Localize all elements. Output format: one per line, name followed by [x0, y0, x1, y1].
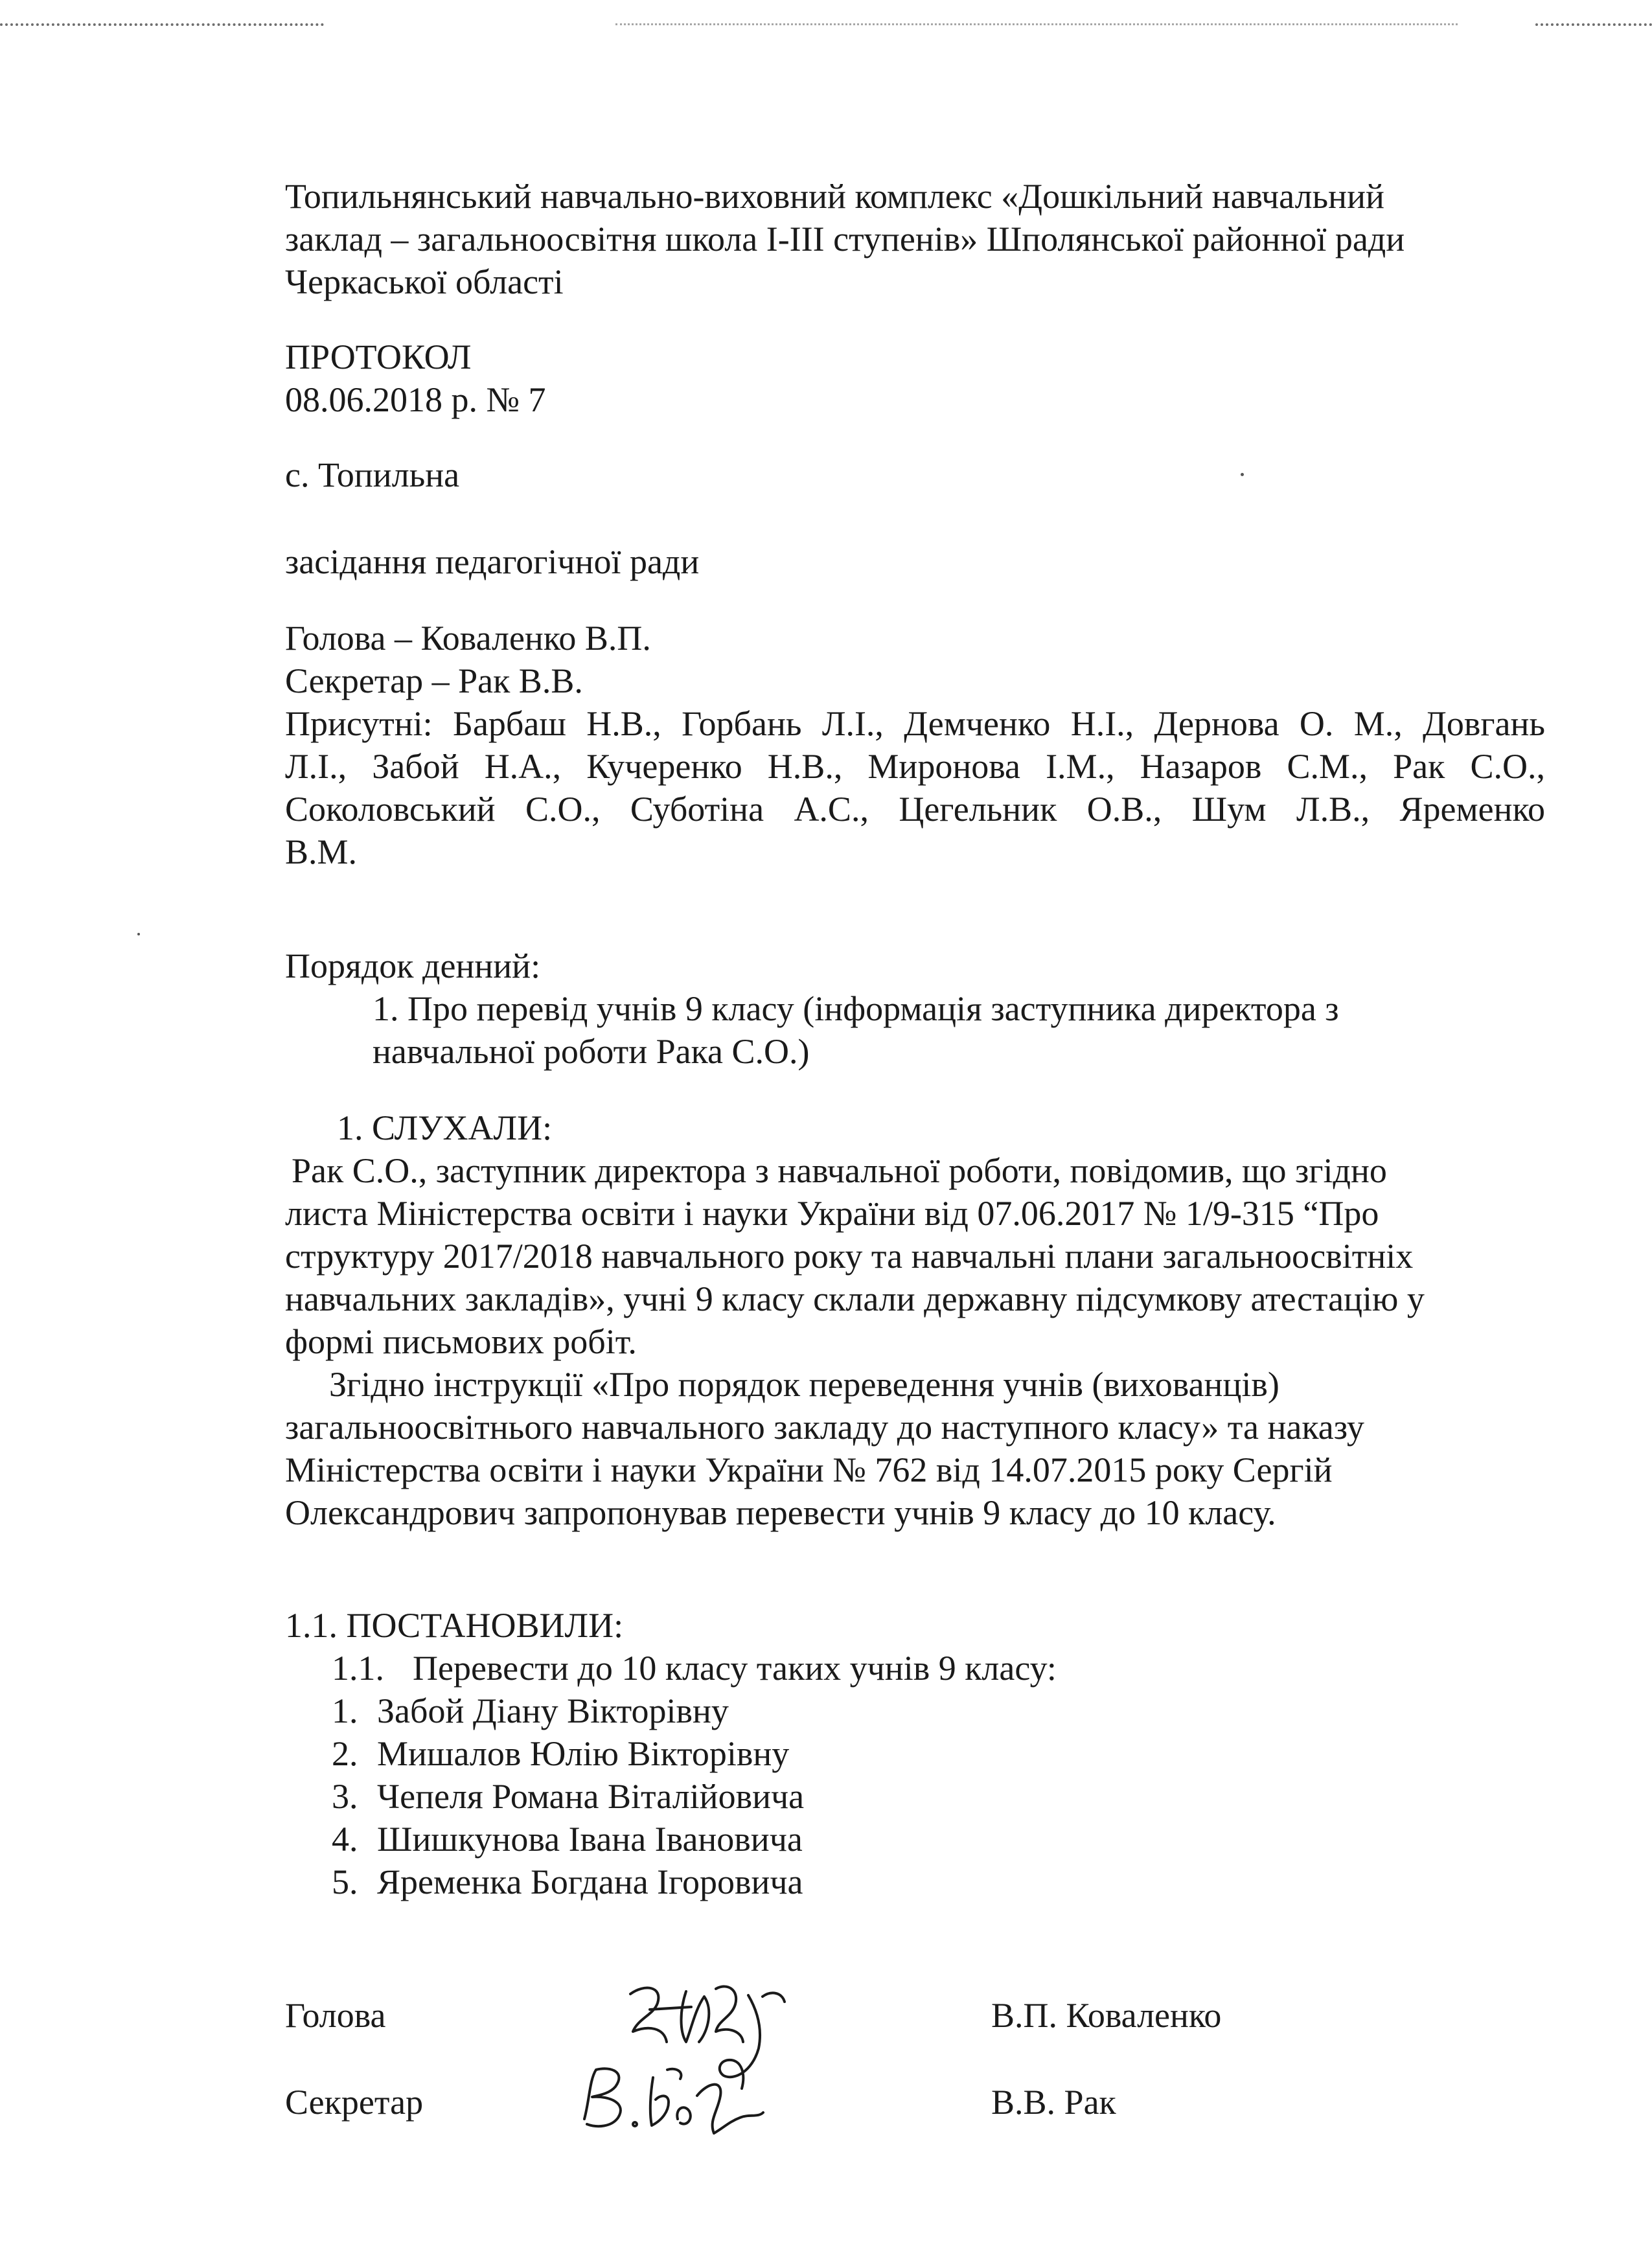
present-line: Соколовський С.О., Суботіна А.С., Цегельник О.В., Шум Л.В., Яременко [285, 790, 1545, 829]
student-name: Мишалов Юлію Вікторівну [377, 1734, 790, 1773]
chair-line: Голова – Коваленко В.П. [285, 619, 651, 658]
student-name: Шишкунова Івана Івановича [377, 1820, 803, 1859]
heard-paragraph-line: Згідно інструкції «Про порядок переведення учнів (вихованців) [329, 1365, 1279, 1404]
heard-paragraph-line: Рак С.О., заступник директора з навчальної роботи, повідомив, що згідно [292, 1151, 1387, 1190]
meeting-type: засідання педагогічної ради [285, 542, 700, 581]
secretary-handwritten-signature [570, 2057, 777, 2144]
student-number: 4. [332, 1820, 358, 1859]
protocol-place: с. Топильна [285, 455, 460, 494]
heard-paragraph-line: навчальних закладів», учні 9 класу склали державну підсумкову атестацію у [285, 1279, 1425, 1318]
document-title: ПРОТОКОЛ [285, 338, 472, 376]
student-list-item [332, 1861, 803, 1903]
institution-line-2: заклад – загальноосвітня школа І-ІІІ ступенів» Шполянської районної ради [285, 220, 1405, 258]
heard-heading: 1. СЛУХАЛИ: [337, 1108, 553, 1147]
present-line: Присутні: Барбаш Н.В., Горбань Л.І., Демченко Н.І., Дернова О. М., Довгань [285, 704, 1545, 743]
present-line: Л.І., Забой Н.А., Кучеренко Н.В., Миронова І.М., Назаров С.М., Рак С.О., [285, 747, 1545, 786]
student-number: 3. [332, 1777, 358, 1816]
student-name: Яременка Богдана Ігоровича [377, 1862, 803, 1901]
protocol-date-number: 08.06.2018 р. № 7 [285, 380, 546, 419]
agenda-heading: Порядок денний: [285, 946, 541, 985]
student-name: Забой Діану Вікторівну [377, 1691, 729, 1730]
heard-paragraph-line: формі письмових робіт. [285, 1322, 637, 1361]
agenda-item-line: 1. Про перевід учнів 9 класу (інформація заступника директора з [373, 989, 1339, 1028]
present-line: В.М. [285, 832, 358, 871]
scan-edge-right [1535, 23, 1652, 26]
student-name: Чепеля Романа Віталійовича [377, 1777, 805, 1816]
scan-speck [1241, 473, 1244, 476]
student-number: 5. [332, 1862, 358, 1901]
secretary-signature-name: В.В. Рак [991, 2083, 1116, 2122]
student-number: 1. [332, 1691, 358, 1730]
heard-paragraph-line: Міністерства освіти і науки України № 762 від 14.07.2015 року Сергій [285, 1450, 1333, 1489]
chair-signature-role: Голова [285, 1996, 386, 2035]
institution-line-3: Черкаської області [285, 262, 564, 301]
resolved-intro-number: 1.1. [332, 1649, 384, 1688]
chair-signature-name: В.П. Коваленко [991, 1996, 1222, 2035]
secretary-signature-role: Секретар [285, 2083, 424, 2122]
student-list-item [332, 1732, 789, 1775]
student-list-item [332, 1690, 729, 1732]
heard-paragraph-line: листа Міністерства освіти і науки України від 07.06.2017 № 1/9-315 “Про [285, 1194, 1379, 1233]
resolved-intro-text: Перевести до 10 класу таких учнів 9 класу: [413, 1649, 1057, 1688]
resolved-intro [332, 1647, 1057, 1690]
scan-edge-middle [615, 23, 1458, 25]
institution-line-1: Топильнянський навчально-виховний комплекс «Дошкільний навчальний [285, 177, 1384, 216]
secretary-line: Секретар – Рак В.В. [285, 661, 583, 700]
scan-speck [137, 933, 140, 935]
agenda-item-line: навчальної роботи Рака С.О.) [373, 1032, 810, 1071]
student-number: 2. [332, 1734, 358, 1773]
student-list-item [332, 1775, 804, 1818]
heard-paragraph-line: загальноосвітнього навчального закладу до наступного класу» та наказу [285, 1408, 1364, 1447]
resolved-heading: 1.1. ПОСТАНОВИЛИ: [285, 1606, 624, 1645]
heard-paragraph-line: Олександрович запропонував перевести учнів 9 класу до 10 класу. [285, 1493, 1276, 1532]
scan-edge-left [0, 23, 324, 26]
student-list-item [332, 1818, 803, 1861]
heard-paragraph-line: структуру 2017/2018 навчального року та навчальні плани загальноосвітніх [285, 1237, 1414, 1276]
